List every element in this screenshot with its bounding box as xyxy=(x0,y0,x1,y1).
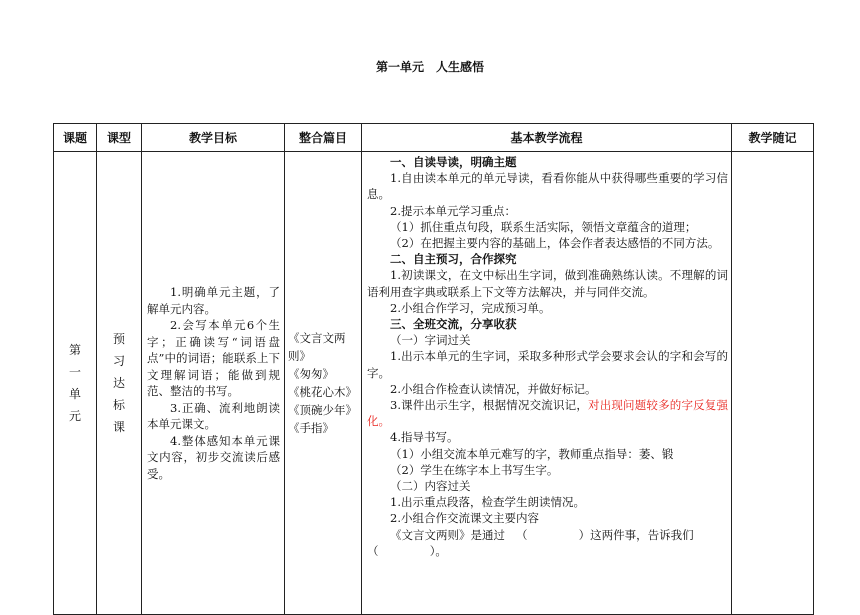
header-type: 课型 xyxy=(97,124,142,152)
works-cell xyxy=(285,152,362,615)
type-char: 达 xyxy=(112,376,125,390)
notes-cell xyxy=(732,152,814,615)
flow-heading: 一、自读导读，明确主题 xyxy=(390,155,517,169)
flow-line: （1）抓住重点句段，联系生活实际，领悟文章蕴含的道理； xyxy=(390,219,697,234)
flow-line: （2）在把握主要内容的基础上，体会作者表达感悟的不同方法。 xyxy=(390,236,720,251)
lesson-char: 一 xyxy=(68,365,81,379)
highlight-text: 对出现问题较多的字反复强化。 xyxy=(367,398,728,429)
goal-item: 2.会写本单元6个生字；正确读写“词语盘点”中的词语；能联系上下文理解词语；能做到规范、整洁的书写。 xyxy=(147,318,280,398)
flow-text: 《文言文两则》是通过 xyxy=(390,527,505,542)
flow-line: 1.出示本单元的生字词，采取多种形式学会要求会认的字和会写的字。 xyxy=(367,349,728,380)
type-char: 预 xyxy=(112,332,125,346)
blank-open: （ xyxy=(515,527,528,542)
work-title: 《顶碗少年》 xyxy=(288,403,357,417)
page-title: 第一单元 人生感悟 xyxy=(375,60,484,74)
flow-line: （二）内容过关 xyxy=(390,479,471,494)
goal-item: 1.明确单元主题，了解单元内容。 xyxy=(147,285,280,316)
header-goals: 教学目标 xyxy=(142,124,285,152)
blank-close: ）。 xyxy=(429,543,447,558)
flow-heading: 二、自主预习，合作探究 xyxy=(390,252,517,267)
flow-text: 3.课件出示生字，根据情况交流识记， xyxy=(390,398,589,413)
lesson-char: 单 xyxy=(68,387,81,401)
header-notes: 教学随记 xyxy=(732,124,814,152)
type-cell xyxy=(97,152,142,615)
flow-line: 1.初读课文，在文中标出生字词，做到准确熟练认读。不理解的词语利用查字典或联系上下文等方法解决，并与同伴交流。 xyxy=(367,268,728,299)
flow-line xyxy=(367,543,728,559)
type-char: 课 xyxy=(112,420,125,434)
lesson-plan-table xyxy=(53,123,814,615)
work-title: 《匆匆》 xyxy=(288,367,334,381)
flow-line: 1.出示重点段落，检查学生朗读情况。 xyxy=(390,495,585,510)
work-title: 《文言文两则》 xyxy=(288,331,346,363)
flow-line: 4.指导书写。 xyxy=(390,430,459,445)
type-char: 习 xyxy=(112,354,125,368)
flow-line: 2.小组合作交流课文主要内容 xyxy=(390,511,539,526)
flow-heading: 三、全班交流，分享收获 xyxy=(390,317,517,332)
work-title: 《桃花心木》 xyxy=(288,385,357,399)
flow-line: （2）学生在练字本上书写生字。 xyxy=(390,462,559,477)
flow-line xyxy=(367,397,728,429)
flow-line: （1）小组交流本单元难写的字，教师重点指导：萎、锻 xyxy=(390,446,674,461)
flow-line: （一）字词过关 xyxy=(390,333,471,348)
type-char: 标 xyxy=(112,398,125,412)
lesson-char: 第 xyxy=(68,343,81,357)
flow-cell xyxy=(362,152,732,615)
flow-line: 1.自由读本单元的单元导读，看看你能从中获得哪些重要的学习信息。 xyxy=(367,171,728,202)
goal-item: 4.整体感知本单元课文内容，初步交流读后感受。 xyxy=(147,433,280,481)
blank-open: （ xyxy=(367,543,379,558)
header-flow: 基本教学流程 xyxy=(362,124,732,152)
flow-line xyxy=(367,527,728,543)
flow-line: 2.提示本单元学习重点： xyxy=(390,203,516,218)
table-row xyxy=(54,152,814,615)
header-row xyxy=(54,124,814,152)
work-title: 《手指》 xyxy=(288,421,334,435)
flow-line: 2.小组合作检查认读情况，并做好标记。 xyxy=(390,381,597,396)
lesson-cell xyxy=(54,152,97,615)
goals-cell xyxy=(142,152,285,615)
header-works: 整合篇目 xyxy=(285,124,362,152)
flow-text: ）这两件事，告诉我们 xyxy=(578,527,694,542)
lesson-char: 元 xyxy=(68,409,81,423)
header-lesson: 课题 xyxy=(54,124,97,152)
goal-item: 3.正确、流利地朗读本单元课文。 xyxy=(147,400,280,431)
flow-line: 2.小组合作学习，完成预习单。 xyxy=(390,300,551,315)
